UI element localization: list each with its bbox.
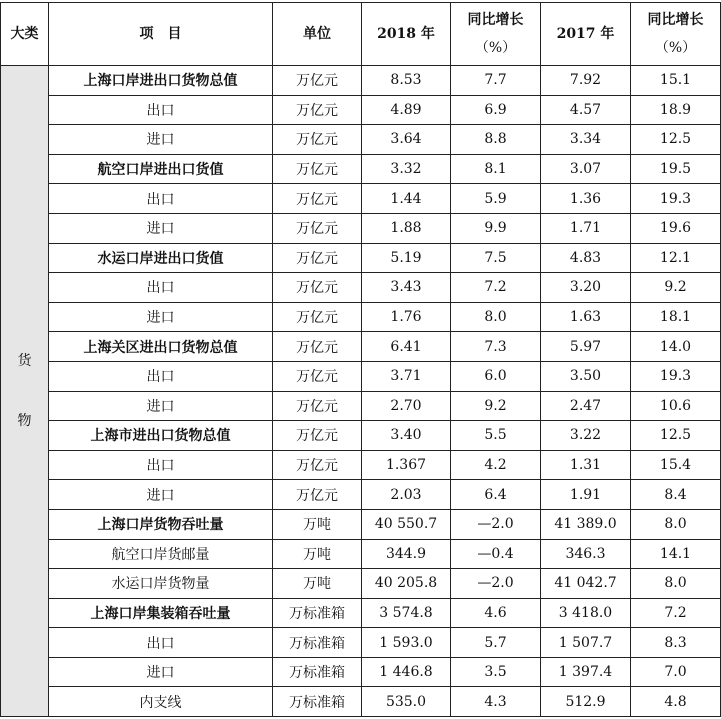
header-growth-2017-line1: 同比增长 <box>647 12 704 28</box>
table-row <box>1 332 721 362</box>
value-2017-cell: 2.47 <box>541 391 631 421</box>
table-row <box>1 154 721 184</box>
table-row <box>1 450 721 480</box>
growth-2018-cell: 8.1 <box>451 154 541 184</box>
value-2017-cell: 41 389.0 <box>541 509 631 539</box>
item-cell: 出口 <box>49 184 273 214</box>
header-growth-2018-line1: 同比增长 <box>467 12 524 28</box>
table-row <box>1 273 721 303</box>
item-cell: 进口 <box>49 480 273 510</box>
table-body <box>1 66 721 717</box>
unit-cell: 万亿元 <box>273 361 362 391</box>
item-cell: 进口 <box>49 213 273 243</box>
unit-cell: 万亿元 <box>273 391 362 421</box>
growth-2017-cell: 8.3 <box>631 628 721 658</box>
unit-cell: 万亿元 <box>273 302 362 332</box>
value-2018-cell: 3.64 <box>362 125 451 155</box>
growth-2017-cell: 10.6 <box>631 391 721 421</box>
growth-2018-cell: 5.7 <box>451 628 541 658</box>
value-2017-cell: 3.07 <box>541 154 631 184</box>
value-2017-cell: 1.63 <box>541 302 631 332</box>
unit-cell: 万吨 <box>273 569 362 599</box>
growth-2017-cell: 14.1 <box>631 539 721 569</box>
statistics-table <box>0 2 721 717</box>
table-row <box>1 361 721 391</box>
growth-2018-cell: —0.4 <box>451 539 541 569</box>
value-2018-cell: 1 593.0 <box>362 628 451 658</box>
header-growth-2017-line2: （%） <box>654 40 697 56</box>
item-cell: 上海口岸集装箱吞吐量 <box>49 598 273 628</box>
growth-2017-cell: 9.2 <box>631 273 721 303</box>
value-2017-cell: 3.50 <box>541 361 631 391</box>
value-2017-cell: 4.83 <box>541 243 631 273</box>
value-2018-cell: 6.41 <box>362 332 451 362</box>
growth-2018-cell: 5.9 <box>451 184 541 214</box>
item-cell: 出口 <box>49 95 273 125</box>
table-row <box>1 687 721 717</box>
growth-2018-cell: 9.9 <box>451 213 541 243</box>
item-cell: 进口 <box>49 125 273 155</box>
header-unit: 单位 <box>273 3 362 66</box>
table-row <box>1 243 721 273</box>
value-2018-cell: 40 205.8 <box>362 569 451 599</box>
unit-cell: 万亿元 <box>273 332 362 362</box>
growth-2018-cell: 9.2 <box>451 391 541 421</box>
table-row <box>1 628 721 658</box>
unit-cell: 万标准箱 <box>273 687 362 717</box>
item-cell: 进口 <box>49 302 273 332</box>
value-2017-cell: 3.34 <box>541 125 631 155</box>
item-cell: 上海口岸进出口货物总值 <box>49 66 273 96</box>
growth-2017-cell: 12.1 <box>631 243 721 273</box>
growth-2017-cell: 7.2 <box>631 598 721 628</box>
unit-cell: 万亿元 <box>273 125 362 155</box>
value-2017-cell: 1.36 <box>541 184 631 214</box>
table-row <box>1 657 721 687</box>
item-cell: 进口 <box>49 391 273 421</box>
growth-2017-cell: 18.1 <box>631 302 721 332</box>
growth-2017-cell: 18.9 <box>631 95 721 125</box>
table-row <box>1 125 721 155</box>
header-row <box>1 3 721 66</box>
value-2017-cell: 3 418.0 <box>541 598 631 628</box>
item-cell: 航空口岸货邮量 <box>49 539 273 569</box>
table-row <box>1 213 721 243</box>
unit-cell: 万亿元 <box>273 480 362 510</box>
value-2018-cell: 1.88 <box>362 213 451 243</box>
growth-2017-cell: 4.8 <box>631 687 721 717</box>
value-2017-cell: 4.57 <box>541 95 631 125</box>
growth-2018-cell: 6.9 <box>451 95 541 125</box>
growth-2017-cell: 19.5 <box>631 154 721 184</box>
unit-cell: 万标准箱 <box>273 657 362 687</box>
growth-2017-cell: 19.3 <box>631 361 721 391</box>
growth-2017-cell: 8.0 <box>631 569 721 599</box>
header-item: 项 目 <box>49 3 273 66</box>
growth-2017-cell: 14.0 <box>631 332 721 362</box>
growth-2018-cell: 7.5 <box>451 243 541 273</box>
value-2018-cell: 1.44 <box>362 184 451 214</box>
value-2018-cell: 40 550.7 <box>362 509 451 539</box>
growth-2017-cell: 19.3 <box>631 184 721 214</box>
growth-2018-cell: 8.0 <box>451 302 541 332</box>
item-cell: 出口 <box>49 450 273 480</box>
growth-2017-cell: 19.6 <box>631 213 721 243</box>
table-row <box>1 539 721 569</box>
item-cell: 进口 <box>49 657 273 687</box>
growth-2018-cell: 4.2 <box>451 450 541 480</box>
unit-cell: 万标准箱 <box>273 628 362 658</box>
value-2017-cell: 1 507.7 <box>541 628 631 658</box>
growth-2018-cell: 5.5 <box>451 421 541 451</box>
value-2018-cell: 2.70 <box>362 391 451 421</box>
unit-cell: 万亿元 <box>273 450 362 480</box>
header-2018: 2018 年 <box>362 3 451 66</box>
growth-2017-cell: 15.1 <box>631 66 721 96</box>
item-cell: 出口 <box>49 273 273 303</box>
growth-2018-cell: —2.0 <box>451 509 541 539</box>
value-2017-cell: 346.3 <box>541 539 631 569</box>
item-cell: 水运口岸货物量 <box>49 569 273 599</box>
table-row <box>1 391 721 421</box>
growth-2017-cell: 8.0 <box>631 509 721 539</box>
item-cell: 出口 <box>49 628 273 658</box>
unit-cell: 万亿元 <box>273 66 362 96</box>
value-2017-cell: 7.92 <box>541 66 631 96</box>
table-row <box>1 569 721 599</box>
unit-cell: 万亿元 <box>273 184 362 214</box>
unit-cell: 万吨 <box>273 509 362 539</box>
value-2018-cell: 3.43 <box>362 273 451 303</box>
table-row <box>1 302 721 332</box>
growth-2017-cell: 15.4 <box>631 450 721 480</box>
growth-2018-cell: 4.6 <box>451 598 541 628</box>
item-cell: 上海关区进出口货物总值 <box>49 332 273 362</box>
growth-2018-cell: —2.0 <box>451 569 541 599</box>
item-cell: 出口 <box>49 361 273 391</box>
growth-2018-cell: 3.5 <box>451 657 541 687</box>
growth-2018-cell: 6.4 <box>451 480 541 510</box>
unit-cell: 万亿元 <box>273 95 362 125</box>
growth-2017-cell: 8.4 <box>631 480 721 510</box>
growth-2017-cell: 12.5 <box>631 125 721 155</box>
value-2018-cell: 1 446.8 <box>362 657 451 687</box>
table-row <box>1 598 721 628</box>
header-growth-2018 <box>451 3 541 66</box>
growth-2018-cell: 6.0 <box>451 361 541 391</box>
value-2017-cell: 5.97 <box>541 332 631 362</box>
category-char: 货 <box>17 353 32 370</box>
value-2017-cell: 1 397.4 <box>541 657 631 687</box>
unit-cell: 万亿元 <box>273 421 362 451</box>
unit-cell: 万亿元 <box>273 273 362 303</box>
value-2017-cell: 512.9 <box>541 687 631 717</box>
value-2017-cell: 41 042.7 <box>541 569 631 599</box>
value-2018-cell: 344.9 <box>362 539 451 569</box>
item-cell: 内支线 <box>49 687 273 717</box>
growth-2018-cell: 8.8 <box>451 125 541 155</box>
category-char: 物 <box>17 413 32 430</box>
value-2018-cell: 3.32 <box>362 154 451 184</box>
growth-2018-cell: 4.3 <box>451 687 541 717</box>
table-row <box>1 480 721 510</box>
unit-cell: 万标准箱 <box>273 598 362 628</box>
unit-cell: 万亿元 <box>273 154 362 184</box>
item-cell: 上海市进出口货物总值 <box>49 421 273 451</box>
unit-cell: 万亿元 <box>273 243 362 273</box>
table-row <box>1 66 721 96</box>
value-2018-cell: 2.03 <box>362 480 451 510</box>
category-cell <box>1 66 49 717</box>
table-row <box>1 95 721 125</box>
unit-cell: 万吨 <box>273 539 362 569</box>
value-2017-cell: 1.31 <box>541 450 631 480</box>
table-row <box>1 184 721 214</box>
value-2018-cell: 8.53 <box>362 66 451 96</box>
item-cell: 上海口岸货物吞吐量 <box>49 509 273 539</box>
growth-2017-cell: 7.0 <box>631 657 721 687</box>
growth-2018-cell: 7.2 <box>451 273 541 303</box>
value-2018-cell: 5.19 <box>362 243 451 273</box>
unit-cell: 万亿元 <box>273 213 362 243</box>
value-2018-cell: 3.40 <box>362 421 451 451</box>
value-2018-cell: 1.76 <box>362 302 451 332</box>
value-2018-cell: 3 574.8 <box>362 598 451 628</box>
value-2018-cell: 535.0 <box>362 687 451 717</box>
header-category: 大类 <box>1 3 49 66</box>
header-growth-2018-line2: （%） <box>474 40 517 56</box>
value-2018-cell: 3.71 <box>362 361 451 391</box>
value-2017-cell: 3.20 <box>541 273 631 303</box>
growth-2017-cell: 12.5 <box>631 421 721 451</box>
item-cell: 航空口岸进出口货值 <box>49 154 273 184</box>
growth-2018-cell: 7.7 <box>451 66 541 96</box>
header-growth-2017 <box>631 3 721 66</box>
value-2017-cell: 1.71 <box>541 213 631 243</box>
growth-2018-cell: 7.3 <box>451 332 541 362</box>
value-2018-cell: 1.367 <box>362 450 451 480</box>
value-2017-cell: 1.91 <box>541 480 631 510</box>
value-2017-cell: 3.22 <box>541 421 631 451</box>
header-2017: 2017 年 <box>541 3 631 66</box>
table-row <box>1 421 721 451</box>
item-cell: 水运口岸进出口货值 <box>49 243 273 273</box>
value-2018-cell: 4.89 <box>362 95 451 125</box>
table-row <box>1 509 721 539</box>
